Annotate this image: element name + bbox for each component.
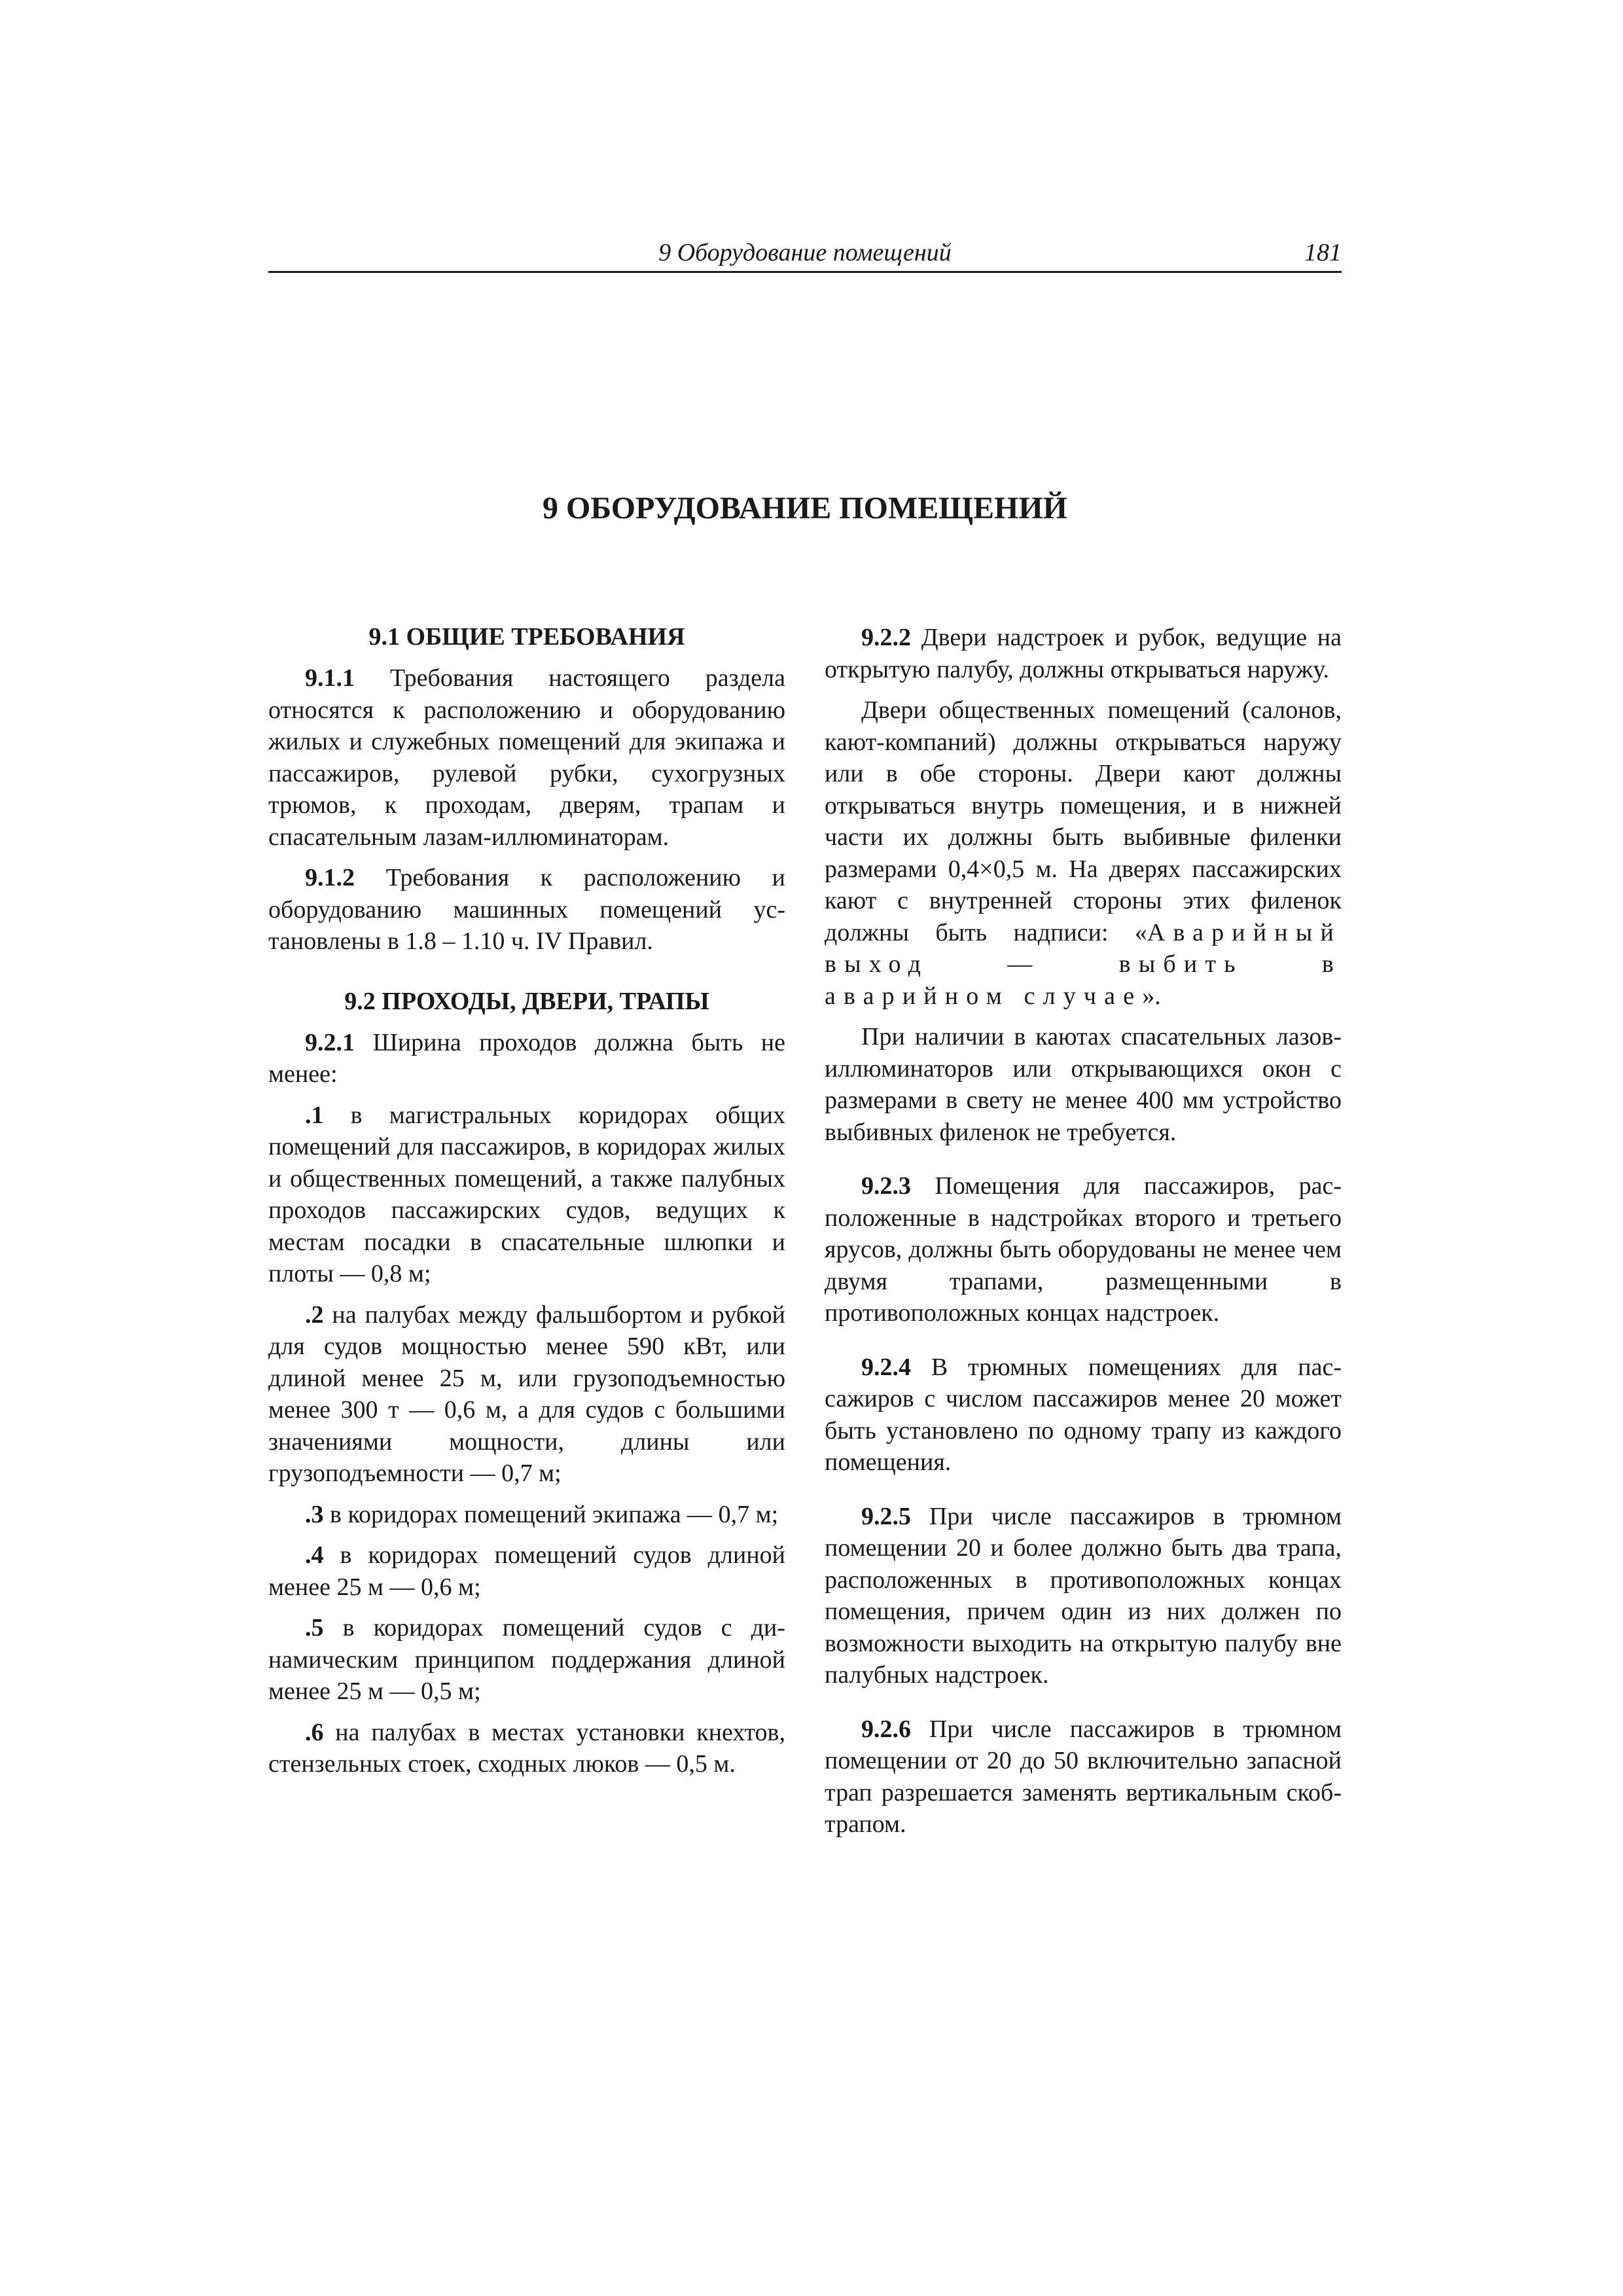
- paragraph-9-2-2: [825, 622, 1342, 685]
- paragraph-9-2-6: [825, 1713, 1342, 1840]
- right-column: [825, 622, 1342, 1850]
- paragraph-text: Требования к расположению и оборудованию машинных помещений установлены в 1.8 – 1.10 ч. IV Правил.: [268, 864, 785, 955]
- paragraph-doors: [825, 694, 1342, 1012]
- paragraph-9-1-1: [268, 662, 785, 853]
- clause-number: 9.2.6: [861, 1715, 911, 1743]
- item-text: в коридорах помещений судов с динамическим принципом поддержания длиной менее 25 м — 0,5 м;: [268, 1614, 785, 1705]
- paragraph-text: Помещения для пассажиров, расположенные в надстройках второго и третьего ярусов, должны быть оборудованы не менее чем двумя трапами, размещенными в противоположных концах надстроек.: [825, 1172, 1342, 1327]
- clause-number: 9.2.4: [861, 1353, 911, 1381]
- emergency-exit-inscription: Аварийный выход — выбить в аварийном случае: [825, 918, 1342, 1010]
- paragraph-text-end: ».: [1142, 982, 1161, 1010]
- list-item-4: [268, 1539, 785, 1603]
- section-heading-9-1: 9.1 ОБЩИЕ ТРЕБОВАНИЯ: [368, 623, 685, 651]
- list-item-3: [268, 1499, 785, 1531]
- running-head-title: 9 Оборудование помещений: [658, 239, 952, 266]
- chapter-title: 9 ОБОРУДОВАНИЕ ПОМЕЩЕНИЙ: [542, 491, 1067, 526]
- item-number: .3: [305, 1500, 324, 1528]
- list-item-5: [268, 1612, 785, 1708]
- page-number: 181: [1304, 239, 1342, 266]
- item-text: в магистральных коридорах общих помещений для пассажиров, в коридорах жилых и общественных помещений, а также палубных проходов пассажирских судов, ведущих к местам посадки в спасательные шлюпки и плоты — 0,8 м;: [268, 1101, 785, 1287]
- paragraph-text: При числе пассажиров в трюмном помещении 20 и более должно быть два трапа, расположенных в противоположных концах помещения, причем один из них должен по возможности выходить на открытую палубу вне палубных надстроек.: [825, 1502, 1342, 1689]
- clause-number: 9.2.5: [861, 1502, 911, 1530]
- clause-number: 9.2.1: [305, 1028, 355, 1056]
- item-number: .2: [305, 1300, 324, 1329]
- paragraph-9-1-2: [268, 862, 785, 958]
- section-heading-9-2: 9.2 ПРОХОДЫ, ДВЕРИ, ТРАПЫ: [344, 987, 709, 1015]
- item-text: в коридорах помещений судов длиной менее 25 м — 0,6 м;: [268, 1541, 785, 1601]
- clause-number: 9.2.3: [861, 1172, 911, 1200]
- running-head: [268, 237, 1342, 273]
- clause-number: 9.1.1: [305, 664, 355, 692]
- clause-number: 9.1.2: [305, 864, 355, 891]
- paragraph-9-2-1: [268, 1027, 785, 1090]
- list-item-6: [268, 1717, 785, 1780]
- left-column: [268, 622, 785, 1789]
- paragraph-text: При числе пассажиров в трюмном помещении от 20 до 50 включительно запасной трап разрешается заменять вертикальным скоб-трапом.: [825, 1715, 1342, 1838]
- paragraph-9-2-5: [825, 1501, 1342, 1691]
- paragraph-escape-hatches: При наличии в каютах спасательных лазов-иллюминаторов или открывающихся окон с размерами в свету не менее 400 мм устройство выбивных филенок не требуется.: [825, 1023, 1342, 1146]
- paragraph-9-2-4: [825, 1352, 1342, 1479]
- paragraph-text: Двери общественных помещений (салонов, кают-компаний) должны открываться наружу или в обе стороны. Двери кают должны открываться внутрь помещения, и в нижней части их должны быть выбивные филенки размерами 0,4×0,5 м. На дверях пассажирских кают с внутренней стороны этих филенок должны быть надписи: «: [825, 696, 1342, 946]
- item-number: .5: [305, 1614, 324, 1641]
- paragraph-9-2-3: [825, 1170, 1342, 1329]
- list-item-1: [268, 1100, 785, 1290]
- paragraph-text: Требования настоящего раздела относятся к расположению и оборудованию жилых и служебных помещений для экипажа и пассажиров, рулевой рубки, сухогрузных трюмов, к проходам, дверям, трапам и спасательным лазам-иллюминаторам.: [268, 664, 785, 851]
- list-item-2: [268, 1299, 785, 1490]
- item-text: в коридорах помещений экипажа — 0,7 м;: [323, 1500, 779, 1528]
- paragraph-text: Ширина проходов должна быть не менее:: [268, 1028, 785, 1088]
- paragraph-text: Двери надстроек и рубок, ведущие на открытую палубу, должны открываться наружу.: [825, 624, 1342, 683]
- paragraph-text: В трюмных помещениях для пассажиров с числом пассажиров менее 20 может быть установлено по одному трапу из каждого помещения.: [825, 1353, 1342, 1476]
- item-text: на палубах между фальшбортом и рубкой для судов мощностью менее 590 кВт, или длиной менее 25 м, или грузоподъемностью менее 300 т — 0,6 м, а для судов с большими значениями мощности, длины или грузоподъемности — 0,7 м;: [268, 1300, 785, 1487]
- item-text: на палубах в местах установки кнехтов, стензельных стоек, сходных люков — 0,5 м.: [268, 1718, 785, 1778]
- item-number: .6: [305, 1718, 324, 1746]
- clause-number: 9.2.2: [861, 624, 911, 651]
- item-number: .1: [305, 1101, 324, 1129]
- item-number: .4: [305, 1541, 324, 1569]
